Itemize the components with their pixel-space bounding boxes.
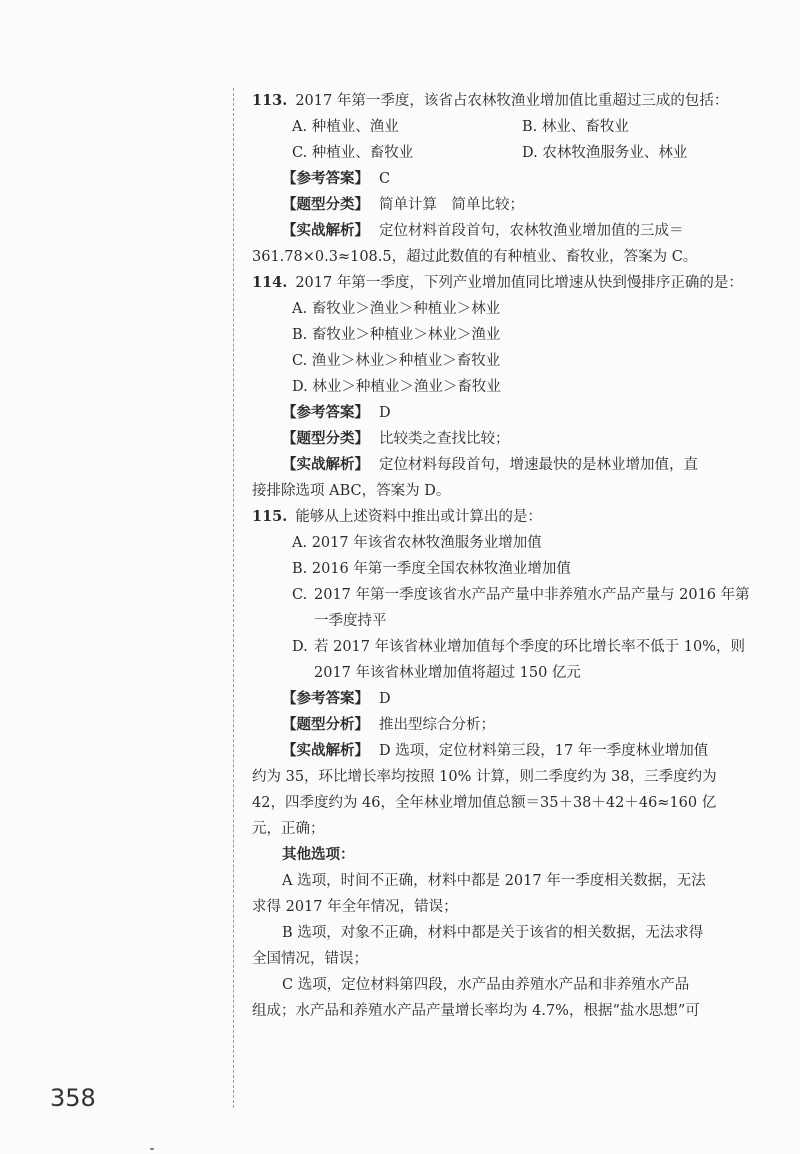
question-number: 114. <box>252 274 288 291</box>
analysis-text: D 选项，定位材料第三段，17 年一季度林业增加值 <box>379 743 709 759</box>
option-text: 2017 年第一季度该省水产品产量中非养殖水产品产量与 2016 年第一季度持平 <box>314 587 750 629</box>
type-row <box>252 426 752 452</box>
other-option-c-continued: 组成；水产品和养殖水产品产量增长率均为 4.7%，根据“盐水思想”可 <box>252 1003 700 1019</box>
answer-value: D <box>379 691 391 707</box>
option-d: D. 农林牧渔服务业、林业 <box>522 145 688 161</box>
answer-tag: 【参考答案】 <box>282 691 369 707</box>
type-value: 比较类之查找比较； <box>379 431 510 447</box>
options-113 <box>252 114 752 166</box>
type-value: 简单计算 简单比较； <box>379 197 524 213</box>
analysis-continued: 约为 35，环比增长率均按照 10% 计算，则二季度约为 38，三季度约为 <box>252 769 717 785</box>
option-c <box>252 582 752 634</box>
option-d: D. 林业＞种植业＞渔业＞畜牧业 <box>292 379 501 395</box>
other-option-b: B 选项，对象不正确，材料中都是关于该省的相关数据，无法求得 <box>282 925 704 941</box>
type-value: 推出型综合分析； <box>379 717 495 733</box>
analysis-row <box>252 452 752 478</box>
question-number: 113. <box>252 92 288 109</box>
question-stem: 2017 年第一季度，下列产业增加值同比增速从快到慢排序正确的是： <box>295 275 743 291</box>
option-b: B. 林业、畜牧业 <box>522 119 629 135</box>
other-option-c: C 选项，定位材料第四段，水产品由养殖水产品和非养殖水产品 <box>282 977 690 993</box>
type-row <box>252 192 752 218</box>
option-d <box>252 634 752 686</box>
option-c: C. 渔业＞林业＞种植业＞畜牧业 <box>292 353 501 369</box>
analysis-tag: 【实战解析】 <box>282 223 369 239</box>
analysis-text: 定位材料首段首句，农林牧渔业增加值的三成＝ <box>379 223 684 239</box>
option-a: A. 2017 年该省农林牧渔服务业增加值 <box>292 535 542 551</box>
answer-value: C <box>379 171 391 187</box>
answer-tag: 【参考答案】 <box>282 405 369 421</box>
print-mark <box>150 1148 154 1150</box>
page-number: 358 <box>50 1084 96 1112</box>
other-options-title: 其他选项： <box>282 847 355 863</box>
analysis-row <box>252 738 752 764</box>
analysis-row <box>252 218 752 244</box>
option-a: A. 种植业、渔业 <box>292 119 399 135</box>
type-tag: 【题型分类】 <box>282 431 369 447</box>
other-option-b-continued: 全国情况，错误； <box>252 951 368 967</box>
analysis-continued: 接排除选项 ABC，答案为 D。 <box>252 483 451 499</box>
analysis-continued: 元，正确； <box>252 821 325 837</box>
page-content <box>252 88 752 1024</box>
analysis-continued: 361.78×0.3≈108.5，超过此数值的有种植业、畜牧业，答案为 C。 <box>252 249 698 265</box>
question-114 <box>252 270 752 296</box>
question-stem: 能够从上述资料中推出或计算出的是： <box>295 509 542 525</box>
analysis-continued: 42，四季度约为 46，全年林业增加值总额＝35＋38＋42＋46≈160 亿 <box>252 795 717 811</box>
analysis-text: 定位材料每段首句，增速最快的是林业增加值，直 <box>379 457 698 473</box>
answer-row <box>252 166 752 192</box>
analysis-tag: 【实战解析】 <box>282 457 369 473</box>
type-tag: 【题型分类】 <box>282 197 369 213</box>
option-b: B. 2016 年第一季度全国农林牧渔业增加值 <box>292 561 571 577</box>
binding-margin-line <box>233 88 244 1108</box>
option-b: B. 畜牧业＞种植业＞林业＞渔业 <box>292 327 501 343</box>
option-text: 若 2017 年该省林业增加值每个季度的环比增长率不低于 10%，则 2017 年该省林业增加值将超过 150 亿元 <box>314 639 745 681</box>
option-a: A. 畜牧业＞渔业＞种植业＞林业 <box>292 301 501 317</box>
analysis-tag: 【实战解析】 <box>282 743 369 759</box>
option-label: C. <box>292 587 308 603</box>
other-option-a: A 选项，时间不正确，材料中都是 2017 年一季度相关数据，无法 <box>282 873 706 889</box>
answer-tag: 【参考答案】 <box>282 171 369 187</box>
type-row <box>252 712 752 738</box>
question-number: 115. <box>252 508 288 525</box>
option-label: D. <box>292 639 308 655</box>
answer-row <box>252 400 752 426</box>
type-tag: 【题型分析】 <box>282 717 369 733</box>
answer-value: D <box>379 405 391 421</box>
question-115 <box>252 504 752 530</box>
other-option-a-continued: 求得 2017 年全年情况，错误； <box>252 899 458 915</box>
option-c: C. 种植业、畜牧业 <box>292 145 414 161</box>
answer-row <box>252 686 752 712</box>
question-113 <box>252 88 752 114</box>
question-stem: 2017 年第一季度，该省占农林牧渔业增加值比重超过三成的包括： <box>295 93 729 109</box>
